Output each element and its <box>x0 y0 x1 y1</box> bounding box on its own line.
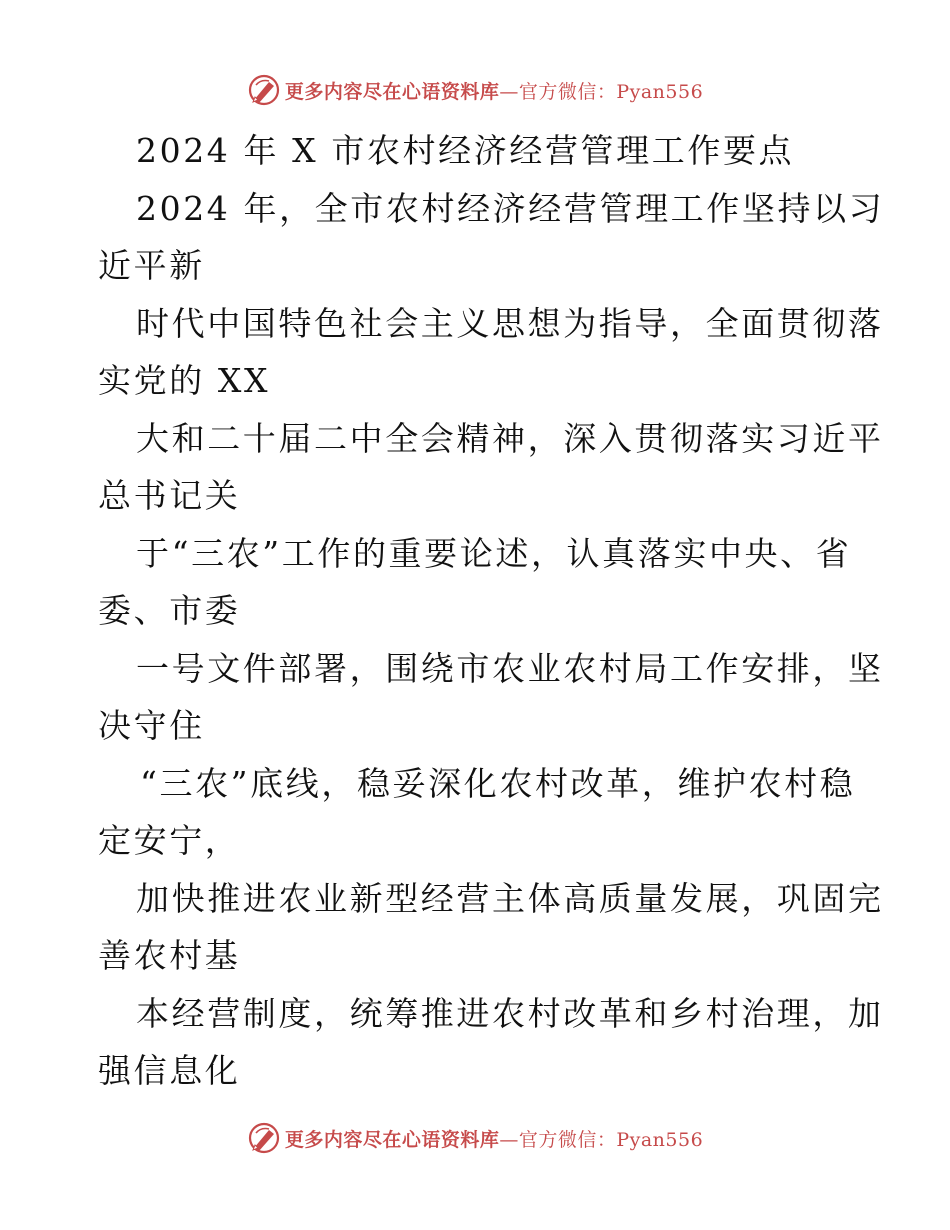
paragraph-line: 一号文件部署，围绕市农业农村局工作安排，坚 <box>136 648 884 688</box>
header-banner-text <box>285 77 703 104</box>
footer-banner-dash: — <box>499 1128 519 1151</box>
paragraph-line: 定安宁， <box>98 821 241 860</box>
paragraph-line: 实党的 XX <box>98 361 271 400</box>
document-body <box>0 122 950 1100</box>
paragraph-line: 善农村基 <box>98 936 241 975</box>
paragraph-line: 总书记关 <box>98 476 241 515</box>
footer-banner-text <box>285 1125 703 1152</box>
document-title: 2024 年 X 市农村经济经营管理工作要点 <box>136 131 795 170</box>
footer-banner-main: 更多内容尽在心语资料库 <box>284 1128 500 1151</box>
header-banner-wechat: 官方微信：Pyan556 <box>518 80 704 103</box>
paragraph-line: 委、市委 <box>98 591 241 630</box>
footer-watermark-banner <box>0 1118 950 1158</box>
paragraph-line: 强信息化 <box>98 1051 241 1090</box>
header-watermark-banner <box>0 70 950 110</box>
paragraph-line: 时代中国特色社会主义思想为指导，全面贯彻落 <box>136 303 884 343</box>
paragraph-line: 大和二十届二中全会精神，深入贯彻落实习近平 <box>136 418 884 458</box>
paragraph-line: 于“三农”工作的重要论述，认真落实中央、省 <box>136 533 852 573</box>
pen-logo-icon <box>247 73 281 107</box>
paragraph-line: 本经营制度，统筹推进农村改革和乡村治理，加 <box>136 993 884 1033</box>
paragraph-line: 决守住 <box>98 706 205 745</box>
footer-banner-wechat: 官方微信：Pyan556 <box>518 1128 704 1151</box>
header-banner-dash: — <box>499 80 519 103</box>
paragraph-line: “三农”底线，稳妥深化农村改革，维护农村稳 <box>140 763 856 803</box>
paragraph-line: 加快推进农业新型经营主体高质量发展，巩固完 <box>136 878 884 918</box>
paragraph-line: 近平新 <box>98 246 205 285</box>
pen-logo-icon <box>247 1121 281 1155</box>
header-banner-main: 更多内容尽在心语资料库 <box>284 80 500 103</box>
paragraph-line: 2024 年，全市农村经济经营管理工作坚持以习 <box>136 188 885 228</box>
